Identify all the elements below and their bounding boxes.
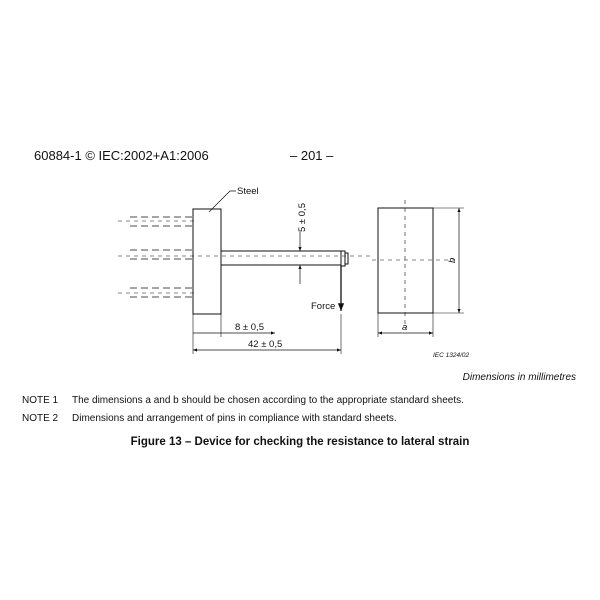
note-2-text: Dimensions and arrangement of pins in compliance with standard sheets. (72, 413, 397, 424)
iec-reference: IEC 1324/02 (433, 352, 470, 359)
hidden-pins (130, 217, 193, 297)
dim-5-label: 5 ± 0,5 (297, 203, 308, 232)
force-label: Force (311, 301, 336, 312)
centre-lines (118, 200, 455, 325)
side-view-block (378, 208, 433, 313)
note-1-text: The dimensions a and b should be chosen according to the appropriate standard sheets. (72, 395, 464, 406)
dim-b-label: b (447, 257, 458, 263)
dim-8-label: 8 ± 0,5 (235, 322, 264, 333)
steel-block (193, 209, 221, 314)
dim-42-label: 42 ± 0,5 (248, 339, 283, 350)
units-note: Dimensions in millimetres (462, 372, 576, 383)
dim-a-label: a (402, 322, 408, 333)
steel-label: Steel (237, 186, 259, 197)
pin (221, 251, 348, 266)
note-1-label: NOTE 1 (22, 395, 59, 406)
figure-caption: Figure 13 – Device for checking the resistance to lateral strain (130, 436, 470, 448)
note-1 (22, 395, 464, 406)
page-number: – 201 – (290, 148, 334, 163)
note-2 (22, 413, 397, 424)
document-id: 60884-1 © IEC:2002+A1:2006 (34, 148, 209, 163)
note-2-label: NOTE 2 (22, 413, 59, 424)
